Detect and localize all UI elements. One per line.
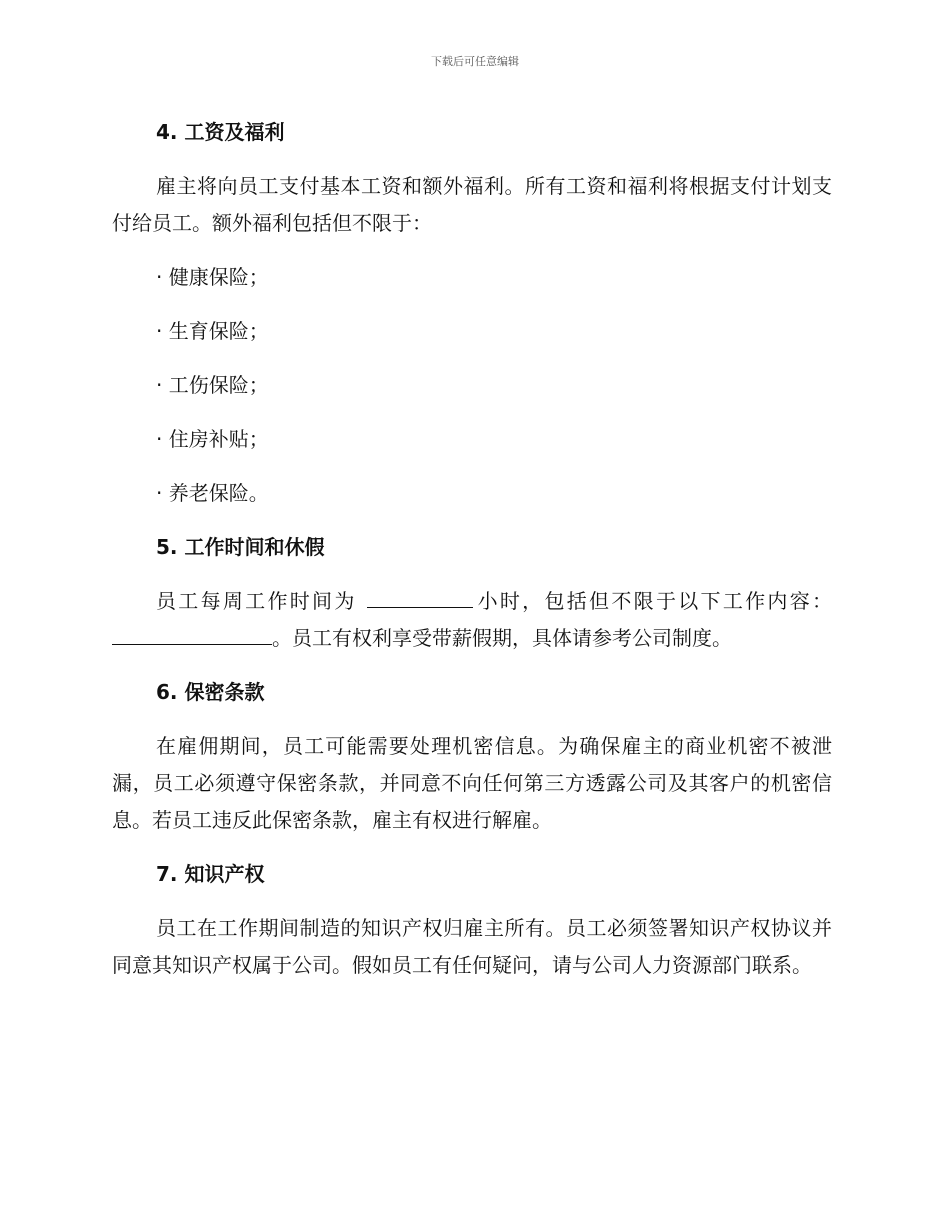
wages-paragraph: 雇主将向员工支付基本工资和额外福利。所有工资和福利将根据支付计划支付给员工。额外福利包括但不限于：: [112, 174, 832, 235]
hours-text-a: 员工每周工作时间为: [156, 589, 366, 613]
section-heading-wages: 4. 工资及福利: [156, 120, 285, 144]
benefit-item: · 养老保险。: [156, 481, 269, 505]
page-header: 下载后可任意编辑: [431, 55, 519, 68]
benefit-item: · 住房补贴；: [156, 427, 269, 451]
hours-text-c: 。员工有权利享受带薪假期，具体请参考公司制度。: [272, 626, 732, 650]
document-body: [112, 114, 832, 1001]
confidentiality-paragraph: 在雇佣期间，员工可能需要处理机密信息。为确保雇主的商业机密不被泄漏，员工必须遵守保密条款，并同意不向任何第三方透露公司及其客户的机密信息。若员工违反此保密条款，雇主有权进行解雇。: [112, 734, 832, 832]
section-heading-hours: 5. 工作时间和休假: [156, 535, 325, 559]
hours-paragraph: [112, 583, 832, 657]
section-heading-confidentiality: 6. 保密条款: [156, 680, 265, 704]
work-content-blank: [112, 622, 272, 645]
hours-text-b: 小时，包括但不限于以下工作内容：: [475, 589, 832, 613]
benefit-item: · 健康保险；: [156, 265, 269, 289]
benefit-item: · 生育保险；: [156, 319, 269, 343]
hours-blank: [367, 585, 473, 608]
benefit-item: · 工伤保险；: [156, 373, 269, 397]
section-heading-ip: 7. 知识产权: [156, 862, 265, 886]
ip-paragraph: 员工在工作期间制造的知识产权归雇主所有。员工必须签署知识产权协议并同意其知识产权属于公司。假如员工有任何疑问，请与公司人力资源部门联系。: [112, 916, 832, 977]
